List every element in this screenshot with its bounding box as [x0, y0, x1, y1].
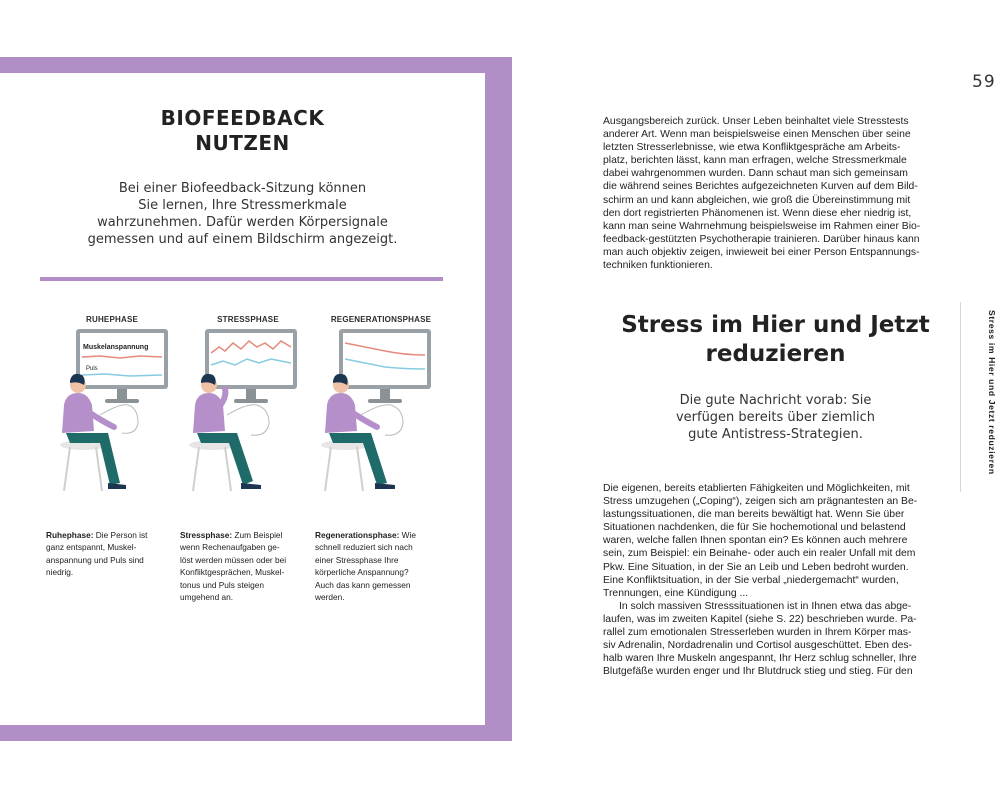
box-intro — [80, 180, 405, 248]
body-line: anderer Art. Wenn man beispielsweise einen Menschen über seine — [603, 129, 911, 141]
body-line-indented: In solch massiven Stresssituationen ist in Ihnen etwa das abge- — [619, 600, 912, 612]
caption-regenerationsphase — [315, 529, 433, 603]
section-heading-line: reduzieren — [705, 341, 846, 367]
sensor-cable — [227, 405, 269, 436]
monitor-stand — [246, 389, 256, 399]
caption-line: ganz entspannt, Muskel- — [46, 542, 137, 553]
phase-label-regenerationsphase: REGENERATIONSPHASE — [330, 315, 432, 324]
illustration-regenerationsphase — [315, 323, 445, 503]
chapter-tab-rule — [960, 302, 961, 492]
caption-line: Zum Beispiel — [232, 530, 283, 540]
caption-term: Ruhephase: — [46, 530, 94, 540]
chair-leg — [193, 447, 199, 491]
caption-line: Die Person ist — [93, 530, 148, 540]
section-intro-line: Die gute Nachricht vorab: Sie — [679, 393, 872, 408]
chair-leg — [325, 447, 331, 491]
body-line: Situationen nachdenken, die für Sie hochemotional und belastend — [603, 522, 906, 534]
monitor-stand — [117, 389, 127, 399]
caption-stressphase — [180, 529, 298, 603]
box-intro-line: gemessen und auf einem Bildschirm angezeigt. — [87, 232, 398, 247]
body-line: platz, berichten lässt, kann man erfragen, welche Stressmerkmale — [603, 155, 907, 167]
body-line: Ausgangsbereich zurück. Unser Leben beinhaltet viele Stresstests — [603, 116, 909, 127]
stressphase-figure-illustration — [183, 323, 313, 503]
body-line: sein, zum Beispiel: ein Beinahe- oder auch ein realer Unfall mit dem — [603, 548, 916, 560]
body-line: Stress umzugehen („Coping“), zeigen sich am prägnantesten an Be- — [603, 496, 918, 508]
body-line: laufen, was im zweiten Kapitel (siehe S. 22) beschrieben wurde. Pa- — [603, 613, 917, 625]
box-title-line: BIOFEEDBACK — [160, 106, 325, 130]
body-line: kann man seine Wahrnehmung beispielsweise im Rahmen einer Bio- — [603, 220, 921, 232]
body-line: schirm an und kann abgleichen, wie groß die Übereinstimmung mit — [603, 194, 911, 206]
person-pants — [197, 433, 253, 485]
monitor-base — [234, 399, 268, 403]
person-shoe — [108, 483, 126, 489]
monitor-screen — [343, 333, 427, 385]
chair-leg — [225, 447, 231, 491]
body-line: die während seines Berichtes aufgezeichneten Kurven auf dem Bild- — [603, 181, 918, 193]
box-intro-line: Bei einer Biofeedback-Sitzung können — [118, 181, 367, 196]
regenerationsphase-figure-illustration — [315, 323, 445, 503]
section-intro-line: gute Antistress-Strategien. — [688, 427, 863, 442]
box-title — [0, 106, 485, 156]
section-heading — [603, 311, 948, 369]
body-line: Eine Konfliktsituation, in der Sie verbal „niedergemacht“ wurden, — [603, 574, 899, 586]
sensor-cable — [100, 405, 138, 434]
body-line: siv Adrenalin, Nordadrenalin und Cortisol ausgeschüttet. Eben des- — [603, 640, 913, 652]
caption-term: Regenerationsphase: — [315, 530, 400, 540]
caption-ruhephase — [46, 529, 164, 579]
chair-leg — [96, 447, 102, 491]
ruhephase-figure-illustration — [50, 323, 180, 503]
caption-line: Auch das kann gemessen — [315, 579, 411, 590]
purple-divider — [40, 277, 443, 281]
person-arm — [353, 413, 377, 427]
monitor-screen — [80, 333, 164, 385]
body-paragraph-bottom — [603, 482, 948, 678]
body-line: man auch objektiv zeigen, inwieweit bei einer Person Entspannungs- — [603, 246, 920, 258]
chapter-side-tab: Stress im Hier und Jetzt reduzieren — [987, 310, 997, 475]
illustration-stressphase — [183, 323, 313, 503]
body-line: waren, welche fallen Ihnen spontan ein? Es können auch mehrere — [603, 535, 908, 547]
body-line: rallel zum emotionalen Stresserleben wurden in Ihrem Körper mas- — [603, 627, 912, 639]
screen-label-puls: Puls — [86, 366, 98, 372]
body-line: lastungssituationen, die man bereits bewältigt hat. Wenn Sie über — [603, 509, 905, 521]
section-intro — [653, 392, 898, 443]
section-heading-line: Stress im Hier und Jetzt — [621, 312, 930, 338]
caption-term: Stressphase: — [180, 530, 233, 540]
page-number: 59 — [972, 72, 996, 92]
caption-line: löst werden müssen oder bei — [180, 554, 287, 565]
caption-line: tonus und Puls steigen — [180, 579, 264, 590]
body-line: Trennungen, eine Kündigung ... — [603, 587, 749, 599]
caption-line: einer Stressphase Ihre — [315, 554, 399, 565]
body-line: Blutgefäße wurden enger und Ihr Blutdruck stieg und stieg. Für den — [603, 666, 913, 678]
caption-line: Wie — [399, 530, 416, 540]
person-sweater — [193, 393, 225, 433]
phase-label-ruhephase: RUHEPHASE — [85, 315, 139, 324]
illustration-ruhephase — [50, 323, 180, 503]
person-arm — [90, 413, 114, 427]
body-line: halb waren Ihre Muskeln angespannt, Ihr Herz schlug schneller, Ihre — [603, 653, 917, 665]
body-line: dabei wahrgenommen wurden. Dann schaut man sich gemeinsam — [603, 168, 908, 180]
person-shoe — [375, 483, 395, 489]
person-pants — [66, 433, 120, 485]
caption-line: Konfliktgesprächen, Muskel- — [180, 567, 285, 578]
chair-leg — [357, 447, 363, 491]
caption-line: körperliche Anspannung? — [315, 567, 409, 578]
section-intro-line: verfügen bereits über ziemlich — [675, 410, 876, 425]
body-line: feedback-gestützten Psychotherapie trainieren. Darüber hinaus kann — [603, 233, 920, 245]
body-line: techniken funktionieren. — [603, 260, 713, 272]
body-line: Pkw. Eine Situation, in der Sie an Leib und Leben bedroht wurden. — [603, 561, 909, 573]
box-title-line: NUTZEN — [195, 131, 290, 155]
body-paragraph-top — [603, 115, 948, 272]
box-intro-line: wahrzunehmen. Dafür werden Körpersignale — [97, 215, 388, 230]
caption-line: niedrig. — [46, 567, 74, 578]
chair-leg — [64, 447, 70, 491]
screen-label-muskelanspannung: Muskelanspannung — [83, 344, 149, 351]
body-line: Die eigenen, bereits etablierten Fähigkeiten und Möglichkeiten, mit — [603, 483, 910, 494]
caption-line: werden. — [315, 592, 345, 603]
body-line: letzten Stresserlebnisse, wie etwa Konfliktgespräche am Arbeits- — [603, 142, 901, 154]
box-intro-line: Sie lernen, Ihre Stressmerkmale — [138, 198, 347, 213]
monitor-stand — [380, 389, 390, 399]
person-arm-raised — [219, 389, 225, 407]
monitor-base — [368, 399, 402, 403]
caption-line: schnell reduziert sich nach — [315, 542, 413, 553]
person-shoe — [241, 483, 261, 489]
caption-line: anspannung und Puls sind — [46, 554, 144, 565]
monitor-base — [105, 399, 139, 403]
caption-line: wenn Rechenaufgaben ge- — [180, 542, 280, 553]
phase-label-stressphase: STRESSPHASE — [217, 315, 279, 324]
body-line: den dort registrierten Phänomenen ist. Wenn diese eher niedrig ist, — [603, 207, 912, 219]
caption-line: umgehend an. — [180, 592, 234, 603]
